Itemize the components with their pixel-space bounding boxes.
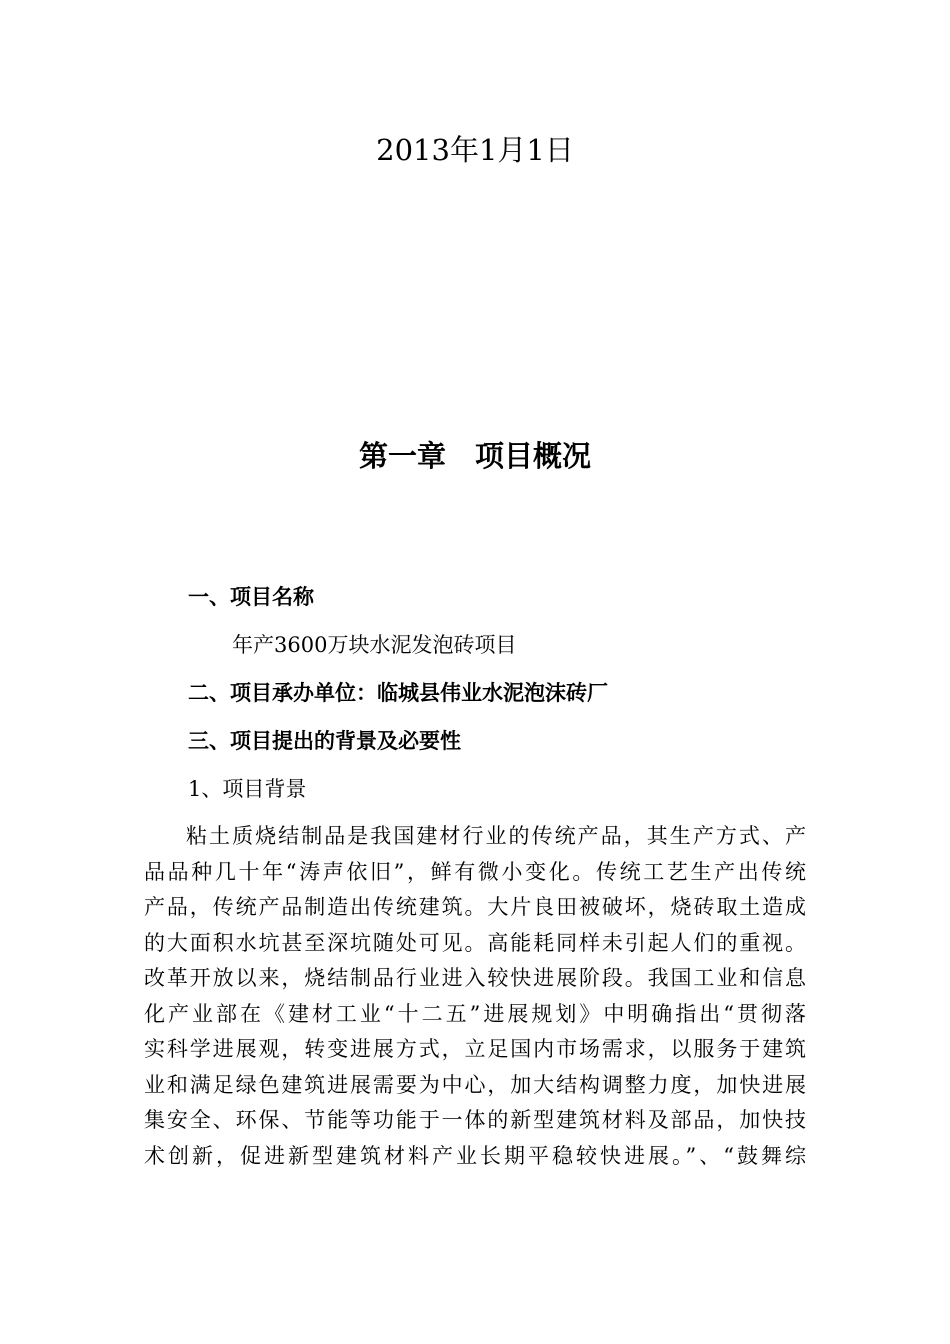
background-paragraph — [144, 819, 806, 1174]
subsection-heading-background: 1、项目背景 — [188, 777, 307, 801]
paragraph-line: 粘土质烧结制品是我国建材行业的传统产品，其生产方式、产 — [186, 824, 806, 848]
paragraph-line: 实科学进展观，转变进展方式，立足国内市场需求，以服务于建筑 — [144, 1037, 806, 1061]
section-heading-organizer: 二、项目承办单位：临城县伟业水泥泡沫砖厂 — [188, 680, 608, 705]
paragraph-line: 产品，传统产品制造出传统建筑。大片良田被破坏，烧砖取土造成 — [144, 895, 806, 919]
paragraph-line: 业和满足绿色建筑进展需要为中心，加大结构调整力度，加快进展 — [144, 1072, 806, 1097]
section-heading-project-name: 一、项目名称 — [188, 584, 314, 609]
chapter-title: 第一章 项目概况 — [358, 439, 591, 473]
paragraph-line: 品品种几十年“涛声依旧”，鲜有微小变化。传统工艺生产出传统 — [144, 859, 806, 884]
paragraph-line: 化产业部在《建材工业“十二五”进展规划》中明确指出“贯彻落 — [144, 1001, 806, 1026]
cover-date: 2013年1月1日 — [376, 133, 574, 167]
project-name-text: 年产3600万块水泥发泡砖项目 — [232, 633, 517, 657]
paragraph-line: 术创新，促进新型建筑材料产业长期平稳较快进展。”、“鼓舞综 — [144, 1143, 806, 1168]
paragraph-line: 改革开放以来，烧结制品行业进入较快进展阶段。我国工业和信息 — [144, 966, 806, 990]
paragraph-line: 的大面积水坑甚至深坑随处可见。高能耗同样未引起人们的重视。 — [144, 930, 806, 955]
section-heading-background: 三、项目提出的背景及必要性 — [188, 728, 461, 753]
paragraph-line: 集安全、环保、节能等功能于一体的新型建筑材料及部品，加快技 — [144, 1108, 806, 1132]
